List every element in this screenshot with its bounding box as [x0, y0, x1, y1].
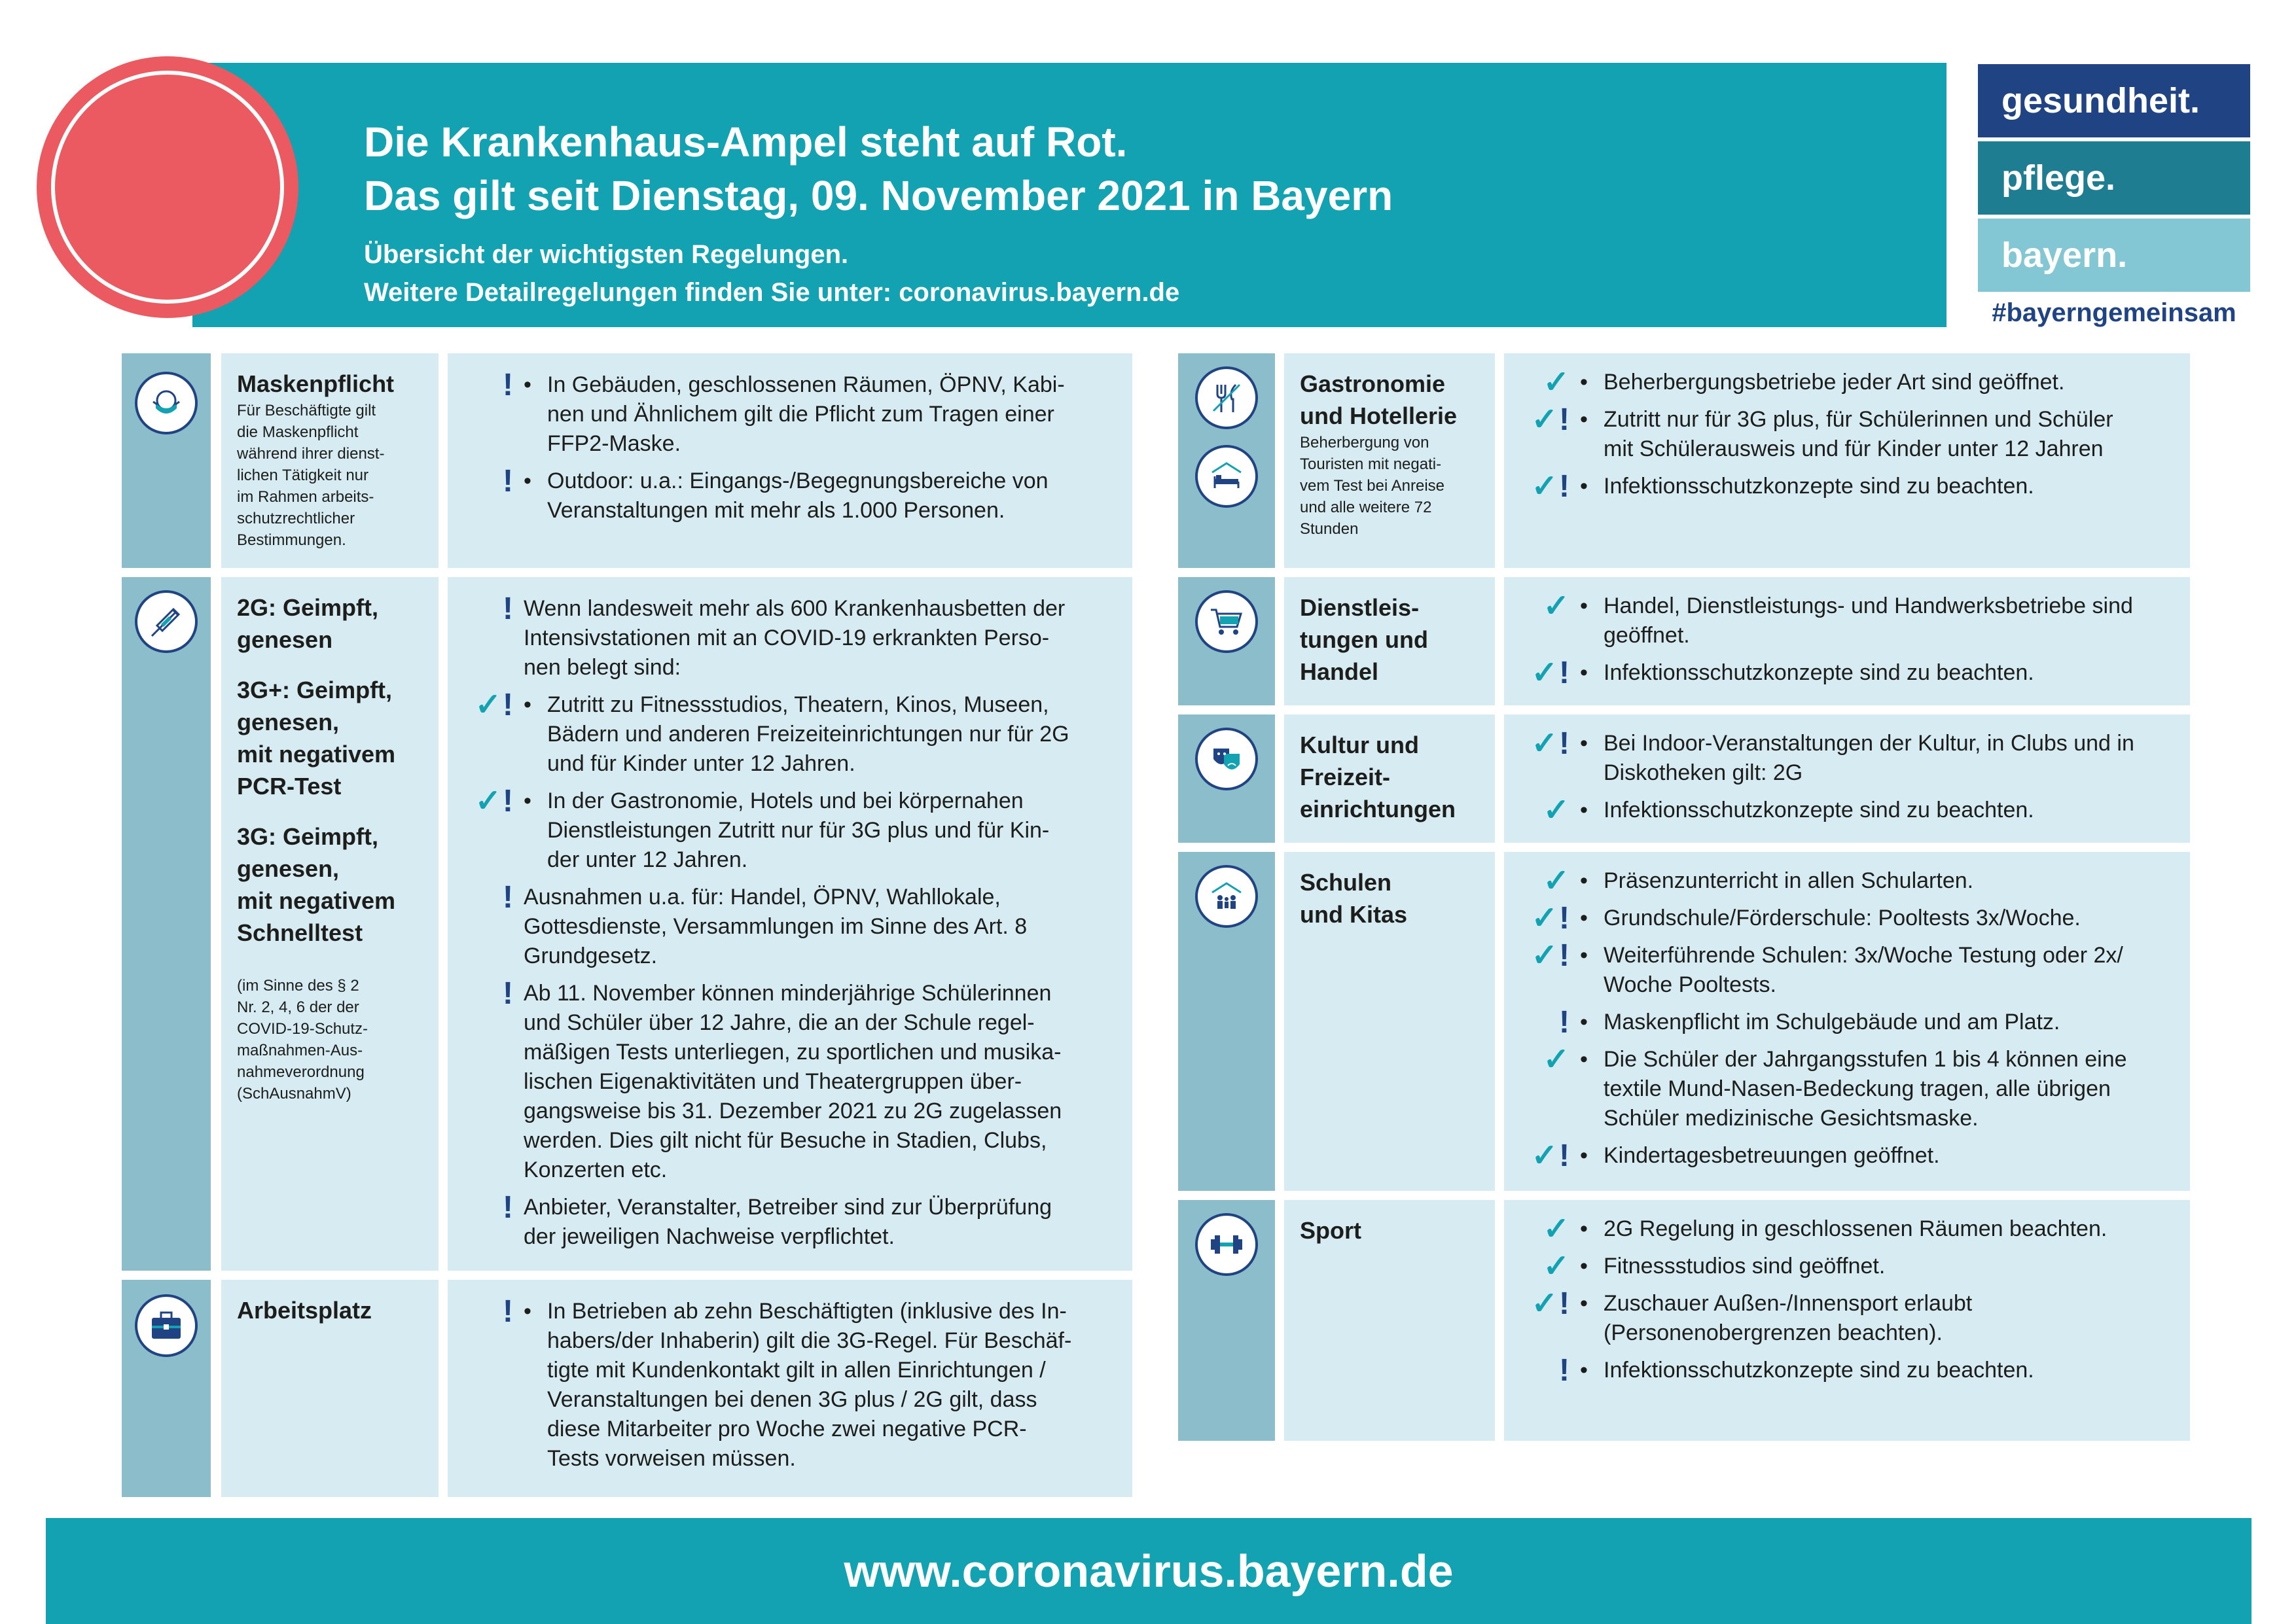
section-title: Gastronomie und Hotellerie [1300, 370, 1458, 429]
section-2g-icon-panel [122, 577, 211, 1271]
page-title-line2: Das gilt seit Dienstag, 09. November 2021 in Bayern [364, 172, 1393, 219]
check-icon: ✓ [1543, 1211, 1570, 1246]
page-subtitle-line1: Übersicht der wichtigsten Regelungen. [364, 240, 849, 269]
shopping-cart-icon [1195, 590, 1258, 653]
logo-bayern: bayern. [1978, 219, 2250, 292]
hotel-bed-icon [1195, 445, 1258, 508]
section-2g-name-panel [221, 577, 439, 1271]
rule-item: ! • Outdoor: u.a.: Eingangs-/Begegnungsbereiche von Veranstaltungen mit mehr als 1.000 Personen. [467, 467, 1113, 525]
exclamation-icon: ! [1559, 1352, 1570, 1388]
exclamation-icon: ! [503, 367, 513, 402]
section-gastro-rules-panel [1504, 353, 2190, 568]
exclamation-icon: ! [503, 463, 513, 499]
school-icon [1195, 865, 1258, 928]
check-icon: ✓ [1543, 863, 1570, 898]
section-title: Sport [1300, 1217, 1361, 1244]
check-icon: ✓ [1543, 792, 1570, 828]
section-services-name-panel [1284, 577, 1495, 705]
rule-item: ✓ • Fitnessstudios sind geöffnet. [1524, 1252, 2170, 1281]
rule-item: ✓ • Die Schüler der Jahrgangsstufen 1 bis 4 können eine textile Mund-Nasen-Bedeckung tragen, alle übrigen Schüler medizinische Gesichtsmaske. [1524, 1045, 2170, 1133]
section-note: (im Sinne des § 2 Nr. 2, 4, 6 der der COVID-19-Schutz- maßnahmen-Aus- nahmeverordnung (SchAusnahmV) [237, 977, 368, 1103]
page-title-line1: Die Krankenhaus-Ampel steht auf Rot. [364, 118, 1128, 166]
rule-item: ✓ ! • Infektionsschutzkonzepte sind zu beachten. [1524, 658, 2170, 688]
rule-item: ! Wenn landesweit mehr als 600 Krankenhausbetten der Intensivstationen mit an COVID-19 erkrankten Perso- nen belegt sind: [467, 594, 1113, 682]
check-exclamation-icon: ✓ ! [1531, 726, 1570, 761]
section-title: Dienstleis- tungen und Handel [1300, 594, 1428, 685]
cutlery-icon [1195, 366, 1258, 429]
rule-item: ✓ ! • Kindertagesbetreuungen geöffnet. [1524, 1141, 2170, 1171]
exclamation-icon: ! [503, 976, 513, 1011]
section-culture-icon-panel [1178, 715, 1275, 843]
section-title-2g: 2G: Geimpft, genesen [237, 594, 379, 653]
rule-item: ! • In Gebäuden, geschlossenen Räumen, ÖPNV, Kabi- nen und Ähnlichem gilt die Pflicht zum Tragen einer FFP2-Maske. [467, 370, 1113, 459]
check-icon: ✓ [1543, 588, 1570, 624]
section-schools-icon-panel [1178, 852, 1275, 1191]
section-sport-rules-panel [1504, 1200, 2190, 1441]
section-note: Beherbergung von Touristen mit negati- vem Test bei Anreise und alle weitere 72 Stunden [1300, 434, 1445, 538]
section-schools-rules-panel [1504, 852, 2190, 1191]
section-services-icon-panel [1178, 577, 1275, 705]
logo-gesundheit: gesundheit. [1978, 64, 2250, 137]
rule-item: ✓ ! • Zuschauer Außen-/Innensport erlaubt (Personenobergrenzen beachten). [1524, 1289, 2170, 1348]
section-title: Arbeitsplatz [237, 1297, 372, 1324]
rule-item: ✓ • 2G Regelung in geschlossenen Räumen beachten. [1524, 1214, 2170, 1244]
section-title-3g: 3G: Geimpft, genesen, mit negativem Schnelltest [237, 823, 396, 946]
check-exclamation-icon: ✓ ! [475, 783, 513, 819]
check-icon: ✓ [1543, 1248, 1570, 1284]
rule-item: ! Ab 11. November können minderjährige Schülerinnen und Schüler über 12 Jahre, die an der Schule regel- mäßigen Tests unterliegen, zu sportlichen und musika- lischen Eigenaktivitäten und Theatergruppen über- gangsweise bis 31. Dezember 2021 zu 2G zugelassen werden. Dies gilt nicht für Besuche in Stadien, Clubs, Konzerten etc. [467, 979, 1113, 1185]
check-exclamation-icon: ✓ ! [1531, 938, 1570, 973]
theater-masks-icon [1195, 728, 1258, 790]
syringe-icon [135, 590, 198, 653]
rule-item: ! Anbieter, Veranstalter, Betreiber sind zur Überprüfung der jeweiligen Nachweise verpflichtet. [467, 1193, 1113, 1252]
footer-banner [46, 1518, 2251, 1624]
rule-item: ✓ • Präsenzunterricht in allen Schularten. [1524, 866, 2170, 896]
check-exclamation-icon: ✓ ! [1531, 655, 1570, 690]
exclamation-icon: ! [503, 591, 513, 626]
check-icon: ✓ [1543, 364, 1570, 400]
rule-item: ✓ ! • Bei Indoor-Veranstaltungen der Kultur, in Clubs und in Diskotheken gilt: 2G [1524, 729, 2170, 788]
check-exclamation-icon: ✓ ! [1531, 468, 1570, 504]
check-icon: ✓ [1543, 1042, 1570, 1077]
section-2g-rules-panel [448, 577, 1132, 1271]
section-note: Für Beschäftigte gilt die Maskenpflicht während ihrer dienst- lichen Tätigkeit nur im Rahmen arbeits- schutzrechtlicher Bestimmungen. [237, 402, 385, 549]
check-exclamation-icon: ✓ ! [475, 687, 513, 722]
rule-item: ✓ ! • In der Gastronomie, Hotels und bei körpernahen Dienstleistungen Zutritt nur für 3G plus und für Kin- der unter 12 Jahren. [467, 786, 1113, 875]
briefcase-icon [135, 1294, 198, 1357]
page-subtitle-line2: Weitere Detailregelungen finden Sie unter: coronavirus.bayern.de [364, 278, 1180, 307]
section-services-rules-panel [1504, 577, 2190, 705]
rule-item: ! • Infektionsschutzkonzepte sind zu beachten. [1524, 1356, 2170, 1385]
section-sport-name-panel [1284, 1200, 1495, 1441]
check-exclamation-icon: ✓ ! [1531, 900, 1570, 936]
footer-url-link[interactable]: www.coronavirus.bayern.de [844, 1545, 1454, 1597]
section-gastro-name-panel [1284, 353, 1495, 568]
section-masks-rules-panel [448, 353, 1132, 568]
dumbbell-icon [1195, 1213, 1258, 1276]
section-title-3gplus: 3G+: Geimpft, genesen, mit negativem PCR-Test [237, 677, 396, 800]
logo-pflege: pflege. [1978, 141, 2250, 215]
check-exclamation-icon: ✓ ! [1531, 1138, 1570, 1173]
rule-item: ✓ • Handel, Dienstleistungs- und Handwerksbetriebe sind geöffnet. [1524, 591, 2170, 650]
rule-item: ! • Maskenpflicht im Schulgebäude und am Platz. [1524, 1008, 2170, 1037]
rule-item: ✓ • Beherbergungsbetriebe jeder Art sind geöffnet. [1524, 368, 2170, 397]
rule-item: ✓ • Infektionsschutzkonzepte sind zu beachten. [1524, 796, 2170, 825]
rule-item: ✓ ! • Zutritt nur für 3G plus, für Schülerinnen und Schüler mit Schülerausweis und für Kinder unter 12 Jahren [1524, 405, 2170, 464]
rule-item: ✓ ! • Weiterführende Schulen: 3x/Woche Testung oder 2x/ Woche Pooltests. [1524, 941, 2170, 1000]
section-gastro-icon-panel [1178, 353, 1275, 568]
exclamation-icon: ! [503, 879, 513, 915]
section-culture-name-panel [1284, 715, 1495, 843]
rule-item: ! Ausnahmen u.a. für: Handel, ÖPNV, Wahllokale, Gottesdienste, Versammlungen im Sinne des Art. 8 Grundgesetz. [467, 883, 1113, 971]
rule-item: ✓ ! • Zutritt zu Fitnessstudios, Theatern, Kinos, Museen, Bädern und anderen Freizeiteinrichtungen nur für 2G und für Kinder unter 12 Jahren. [467, 690, 1113, 779]
section-masks-name-panel [221, 353, 439, 568]
section-workplace-rules-panel [448, 1280, 1132, 1497]
exclamation-icon: ! [503, 1190, 513, 1225]
rule-item: ! • In Betrieben ab zehn Beschäftigten (inklusive des In- habers/der Inhaberin) gilt die 3G-Regel. Für Beschäf- tigte mit Kundenkontakt gilt in allen Einrichtungen / Veranstaltungen bei denen 3G plus / 2G gilt, dass diese Mitarbeiter pro Woche zwei negative PCR- Tests vorweisen müssen. [467, 1297, 1113, 1474]
section-workplace-name-panel [221, 1280, 439, 1497]
section-title: Maskenpflicht [237, 370, 395, 397]
rule-item: ✓ ! • Infektionsschutzkonzepte sind zu beachten. [1524, 472, 2170, 501]
section-title: Schulen und Kitas [1300, 869, 1408, 928]
section-sport-icon-panel [1178, 1200, 1275, 1441]
section-culture-rules-panel [1504, 715, 2190, 843]
section-workplace-icon-panel [122, 1280, 211, 1497]
traffic-light-red-icon [37, 56, 298, 318]
exclamation-icon: ! [503, 1294, 513, 1329]
section-title: Kultur und Freizeit- einrichtungen [1300, 732, 1456, 822]
section-schools-name-panel [1284, 852, 1495, 1191]
rule-item: ✓ ! • Grundschule/Förderschule: Pooltests 3x/Woche. [1524, 904, 2170, 933]
section-masks-icon-panel [122, 353, 211, 568]
exclamation-icon: ! [1559, 1004, 1570, 1040]
hashtag: #bayerngemeinsam [1992, 298, 2236, 327]
face-mask-icon [135, 372, 198, 434]
check-exclamation-icon: ✓ ! [1531, 1286, 1570, 1321]
check-exclamation-icon: ✓ ! [1531, 402, 1570, 437]
